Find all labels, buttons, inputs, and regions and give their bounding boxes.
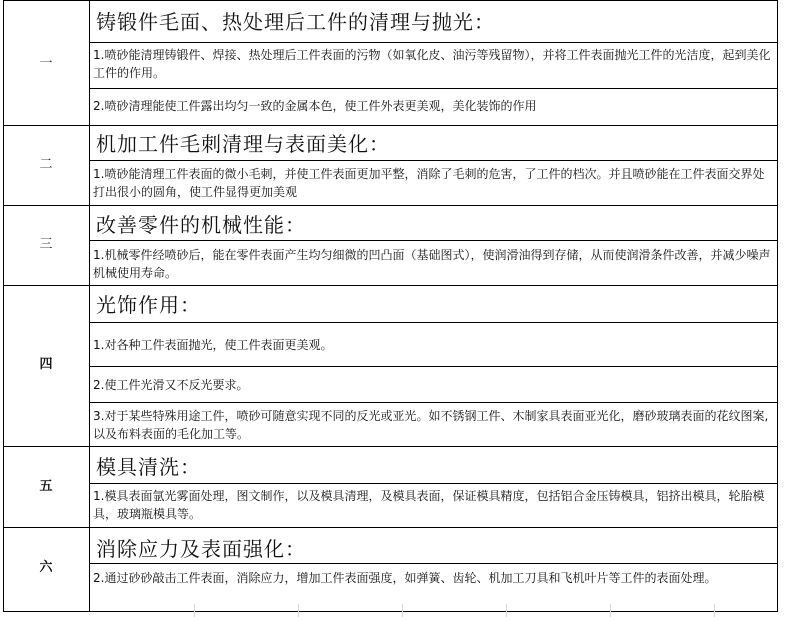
grid-line [506,604,507,617]
grid-line [402,604,403,617]
grid-line [194,604,195,617]
row-divider [89,88,778,89]
column-divider [89,0,90,612]
grid-line [610,604,611,617]
item-text: 1.喷砂能清理工件表面的微小毛刺，并使工件表面更加平整，消除了毛刺的危害，了工件的档次。并且喷砂能在工件表面交界处打出很小的圆角，使工件显得更加美观 [93,167,765,199]
section-title: 改善零件的机械性能： [96,213,306,237]
section-title: 光饰作用： [96,293,201,317]
section-divider [3,205,778,206]
item-text: 1.机械零件经喷砂后，能在零件表面产生均匀细微的凹凸面（基础图式），使润滑油得到存储，从而使润滑条件改善，并减少噪声机械使用寿命。 [93,248,771,280]
row-divider [89,402,778,403]
item-text: 2.通过砂砂敲击工件表面，消除应力，增加工件表面强度，如弹簧、齿轮、机加工刀具和飞机叶片等工件的表面处理。 [93,571,717,585]
row-divider [89,563,778,564]
table-top-border [3,0,778,1]
table-bottom-border [3,611,778,612]
row-divider [89,366,778,367]
section-title: 铸锻件毛面、热处理后工件的清理与抛光： [96,10,495,34]
section-title: 机加工件毛刺清理与表面美化： [96,132,390,156]
item-text: 2.使工件光滑又不反光要求。 [93,378,249,392]
grid-line [298,604,299,617]
item-text: 3.对于某些特殊用途工件，喷砂可随意实现不同的反光或亚光。如不锈钢工件、木制家具表面亚光化，磨砂玻璃表面的花纹图案,以及布料表面的毛化加工等。 [93,409,769,441]
grid-line [714,604,715,617]
section-number: 三 [39,237,53,252]
item-text: 1.模具表面氩光雾面处理，图文制作，以及模具清理，及模具表面，保证模具精度，包括铝合金压铸模具，铝挤出模具，轮胎模具，玻璃瓶模具等。 [93,489,765,521]
section-title: 消除应力及表面强化： [96,537,306,561]
section-divider [3,446,778,447]
item-text: 2.喷砂清理能使工件露出均匀一致的金属本色，使工件外表更美观，美化装饰的作用 [93,99,537,113]
section-number: 二 [39,157,53,172]
section-number: 五 [39,479,53,494]
table-left-border [3,0,4,612]
row-divider [89,483,778,484]
section-divider [3,527,778,528]
section-divider [3,285,778,286]
row-divider [89,160,778,161]
section-divider [3,125,778,126]
row-divider [89,42,778,43]
table-right-border [777,0,778,612]
section-number: 六 [39,560,53,575]
row-divider [89,322,778,323]
item-text: 1.喷砂能清理铸锻件、焊接、热处理后工件表面的污物（如氧化皮、油污等残留物），并将工件表面抛光工件的光洁度，起到美化工件的作用。 [93,48,771,80]
item-text: 1.对各种工件表面抛光，使工件表面更美观。 [93,338,333,352]
section-number: 一 [39,56,53,71]
section-title: 模具清洗： [96,455,201,479]
row-divider [89,240,778,241]
section-number: 四 [39,357,53,372]
